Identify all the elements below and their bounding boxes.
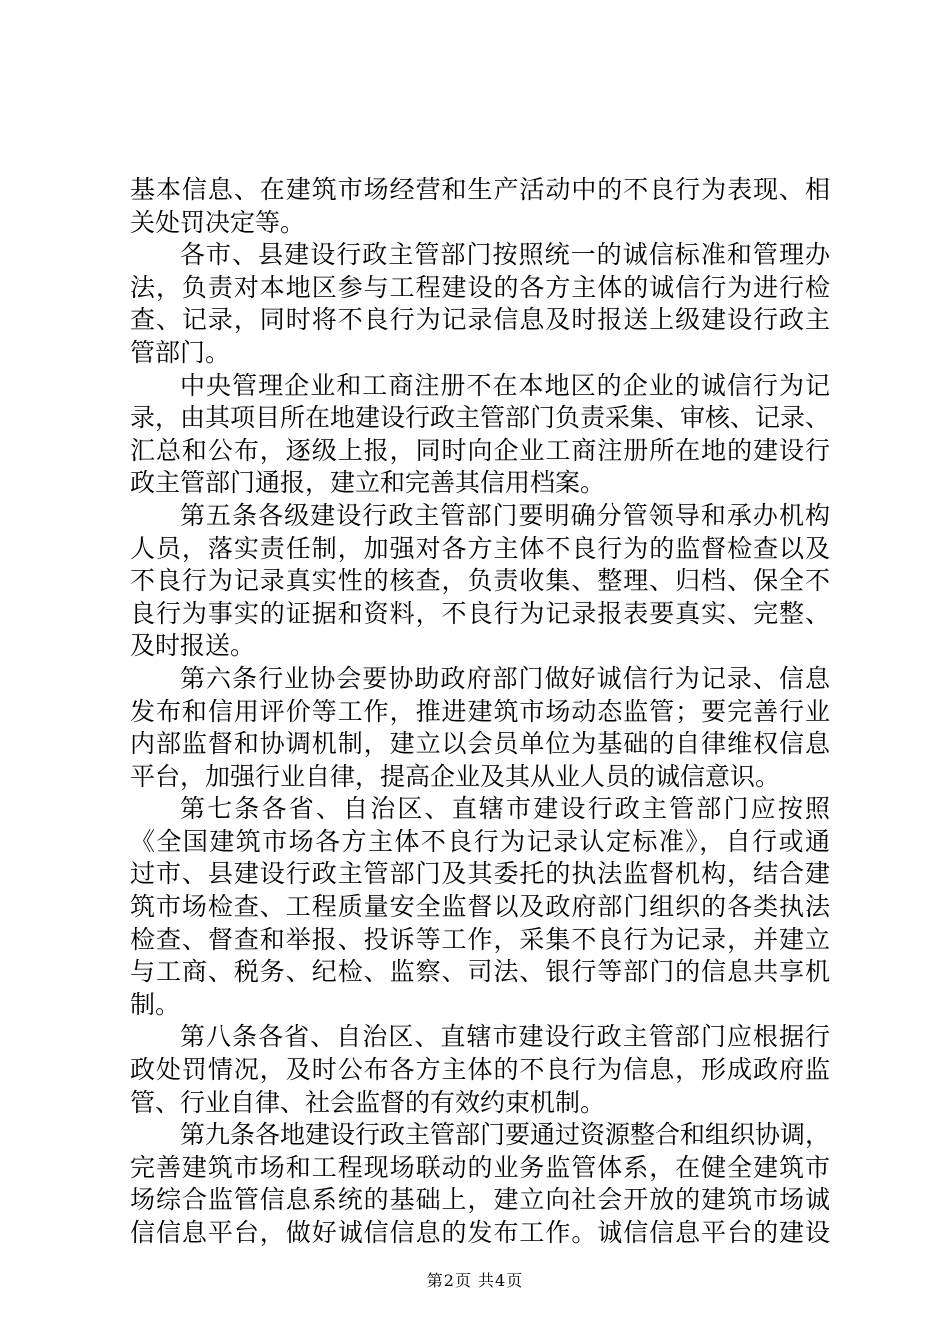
text-line: 第九条各地建设行政主管部门要通过资源整合和组织协调， (180, 1120, 831, 1150)
text-line: 完善建筑市场和工程现场联动的业务监管体系，在健全建筑市 (130, 1152, 830, 1182)
paragraph (130, 1119, 830, 1249)
text-line: 筑市场检查、工程质量安全监督以及政府部门组织的各类执法 (130, 892, 830, 922)
text-line: 制。 (130, 989, 181, 1019)
paragraph (130, 663, 830, 793)
text-line: 《全国建筑市场各方主体不良行为记录认定标准》，自行或通 (130, 826, 830, 856)
paragraph (130, 793, 830, 1021)
text-line: 查、记录，同时将不良行为记录信息及时报送上级建设行政主 (130, 305, 830, 335)
text-line: 管、行业自律、社会监督的有效约束机制。 (130, 1087, 606, 1117)
page-number-footer: 第2页 共4页 (426, 1271, 524, 1290)
paragraph (130, 239, 830, 369)
text-line: 关处罚决定等。 (130, 207, 306, 237)
text-line: 政处罚情况，及时公布各方主体的不良行为信息，形成政府监 (130, 1055, 830, 1085)
paragraph (130, 174, 830, 239)
text-line: 法，负责对本地区参与工程建设的各方主体的诚信行为进行检 (130, 272, 830, 302)
text-line: 良行为事实的证据和资料，不良行为记录报表要真实、完整、 (130, 598, 830, 628)
text-line: 第六条行业协会要协助政府部门做好诚信行为记录、信息 (180, 663, 830, 693)
document-body (130, 174, 830, 1250)
paragraph (130, 1021, 830, 1119)
text-line: 内部监督和协调机制，建立以会员单位为基础的自律维权信息 (130, 729, 830, 759)
text-line: 政主管部门通报，建立和完善其信用档案。 (130, 468, 606, 498)
text-line: 检查、督查和举报、投诉等工作，采集不良行为记录，并建立 (130, 924, 830, 954)
paragraph (130, 500, 830, 663)
paragraph (130, 370, 830, 500)
text-line: 与工商、税务、纪检、监察、司法、银行等部门的信息共享机 (130, 957, 830, 987)
text-line: 中央管理企业和工商注册不在本地区的企业的诚信行为记 (180, 370, 830, 400)
text-line: 人员，落实责任制，加强对各方主体不良行为的监督检查以及 (130, 533, 830, 563)
text-line: 信信息平台，做好诚信信息的发布工作。诚信信息平台的建设 (130, 1218, 830, 1247)
text-line: 管部门。 (130, 337, 231, 367)
text-line: 录，由其项目所在地建设行政主管部门负责采集、审核、记录、 (130, 403, 831, 433)
text-line: 第五条各级建设行政主管部门要明确分管领导和承办机构 (180, 500, 830, 530)
text-line: 平台，加强行业自律，提高企业及其从业人员的诚信意识。 (130, 761, 781, 791)
text-line: 各市、县建设行政主管部门按照统一的诚信标准和管理办 (180, 240, 830, 270)
text-line: 基本信息、在建筑市场经营和生产活动中的不良行为表现、相 (130, 175, 830, 204)
text-line: 及时报送。 (130, 631, 256, 661)
text-line: 第七条各省、自治区、直辖市建设行政主管部门应按照 (180, 794, 830, 824)
text-line: 汇总和公布，逐级上报，同时向企业工商注册所在地的建设行 (130, 435, 830, 465)
text-line: 不良行为记录真实性的核查，负责收集、整理、归档、保全不 (130, 566, 830, 596)
text-line: 过市、县建设行政主管部门及其委托的执法监督机构，结合建 (130, 859, 830, 889)
text-line: 场综合监管信息系统的基础上，建立向社会开放的建筑市场诚 (130, 1185, 830, 1215)
text-line: 发布和信用评价等工作，推进建筑市场动态监管；要完善行业 (130, 696, 830, 726)
text-line: 第八条各省、自治区、直辖市建设行政主管部门应根据行 (180, 1022, 830, 1052)
